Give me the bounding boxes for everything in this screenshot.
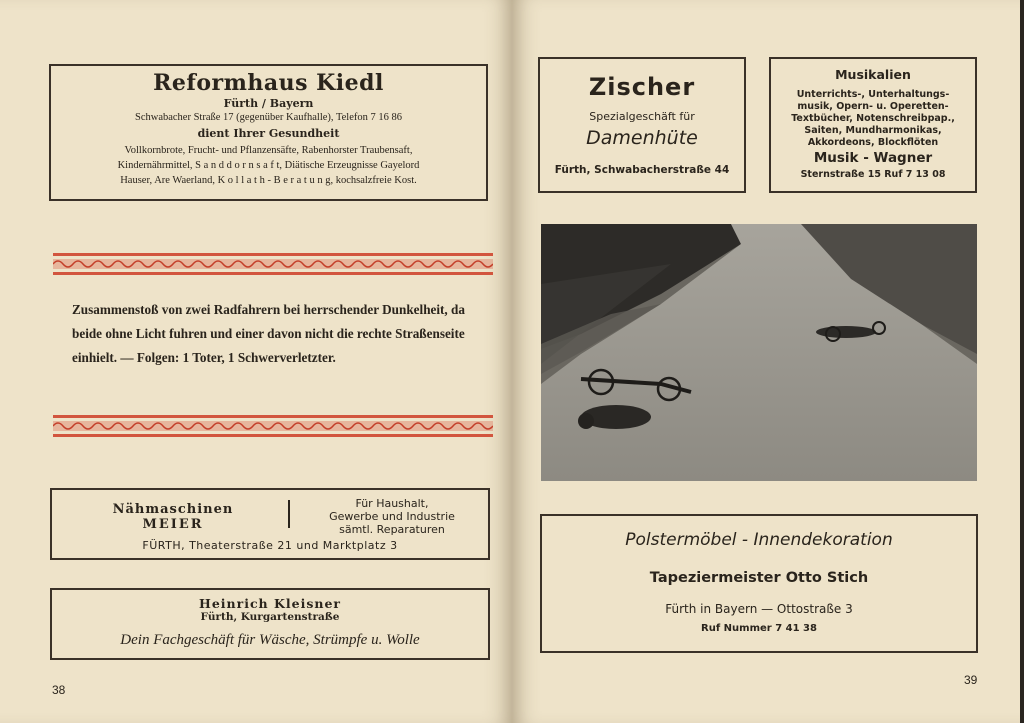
- kleisner-script: Dein Fachgeschäft für Wäsche, Strümpfe u. Wolle: [120, 632, 420, 648]
- page-number-left: 38: [52, 683, 66, 697]
- zischer-title: Zischer: [588, 73, 696, 101]
- polster-name: Tapeziermeister Otto Stich: [649, 570, 869, 586]
- musikalien-title: Musikalien: [835, 67, 911, 82]
- decorative-border-top: [53, 253, 493, 275]
- musikalien-line-3: Textbücher, Notenschreibpap.,: [791, 113, 955, 124]
- musikalien-ad: [769, 57, 977, 193]
- page-number-right: 39: [964, 673, 978, 687]
- musikalien-address: Sternstraße 15 Ruf 7 13 08: [800, 169, 946, 180]
- reformhaus-address: Schwabacher Straße 17 (gegenüber Kaufhalle), Telefon 7 16 86: [134, 112, 402, 123]
- naehmaschinen-right-2: Gewerbe und Industrie: [329, 510, 455, 523]
- accident-description: Zusammenstoß von zwei Radfahrern bei herrschender Dunkelheit, da beide ohne Licht fuhren und einer davon nicht die rechte Straßenseite einhielt. — Folgen: 1 Toter, 1 Schwerverletzter.: [72, 302, 465, 365]
- naehmaschinen-ad: [50, 488, 490, 560]
- naehmaschinen-name: MEIER: [142, 517, 204, 532]
- zischer-address: Fürth, Schwabacherstraße 44: [554, 164, 730, 176]
- decorative-border-bottom: [53, 415, 493, 437]
- reformhaus-location: Fürth / Bayern: [223, 97, 314, 110]
- musikalien-line-5: Akkordeons, Blockflöten: [807, 137, 939, 148]
- reformhaus-line-3: Hauser, Are Waerland, K o l l a t h - B e r a t u n g, kochsalzfreie Kost.: [120, 175, 417, 186]
- reformhaus-line-2: Kindernährmittel, S a n d d o r n s a f t, Diätische Erzeugnisse Gayelord: [117, 160, 420, 171]
- polster-ad: [540, 514, 978, 653]
- musikalien-name: Musik - Wagner: [813, 150, 933, 166]
- reformhaus-slogan: dient Ihrer Gesundheit: [197, 127, 340, 140]
- naehmaschinen-right-3: sämtl. Reparaturen: [339, 523, 445, 536]
- reformhaus-title: Reformhaus Kiedl: [153, 70, 384, 96]
- accident-photo: [541, 224, 977, 481]
- musikalien-line-1: Unterrichts-, Unterhaltungs-: [796, 89, 950, 100]
- musikalien-line-4: Saiten, Mundharmonikas,: [804, 125, 942, 136]
- reformhaus-ad: [49, 64, 488, 201]
- polster-phone: Ruf Nummer 7 41 38: [701, 623, 817, 634]
- naehmaschinen-divider: [288, 500, 290, 528]
- musikalien-line-2: musik, Opern- u. Operetten-: [797, 101, 949, 112]
- polster-address: Fürth in Bayern — Ottostraße 3: [665, 602, 853, 616]
- zischer-ad: [538, 57, 746, 193]
- kleisner-ad: [50, 588, 490, 660]
- kleisner-title: Heinrich Kleisner: [199, 596, 341, 611]
- kleisner-address: Fürth, Kurgartenstraße: [200, 611, 340, 623]
- naehmaschinen-right-1: Für Haushalt,: [355, 497, 429, 510]
- naehmaschinen-address: FÜRTH, Theaterstraße 21 und Marktplatz 3: [142, 539, 398, 552]
- zischer-main: Damenhüte: [586, 127, 698, 149]
- reformhaus-line-1: Vollkornbrote, Frucht- und Pflanzensäfte, Rabenhorster Traubensaft,: [124, 145, 413, 156]
- zischer-sub: Spezialgeschäft für: [589, 110, 695, 123]
- polster-title: Polstermöbel - Innendekoration: [625, 530, 893, 550]
- naehmaschinen-title: Nähmaschinen: [112, 502, 234, 517]
